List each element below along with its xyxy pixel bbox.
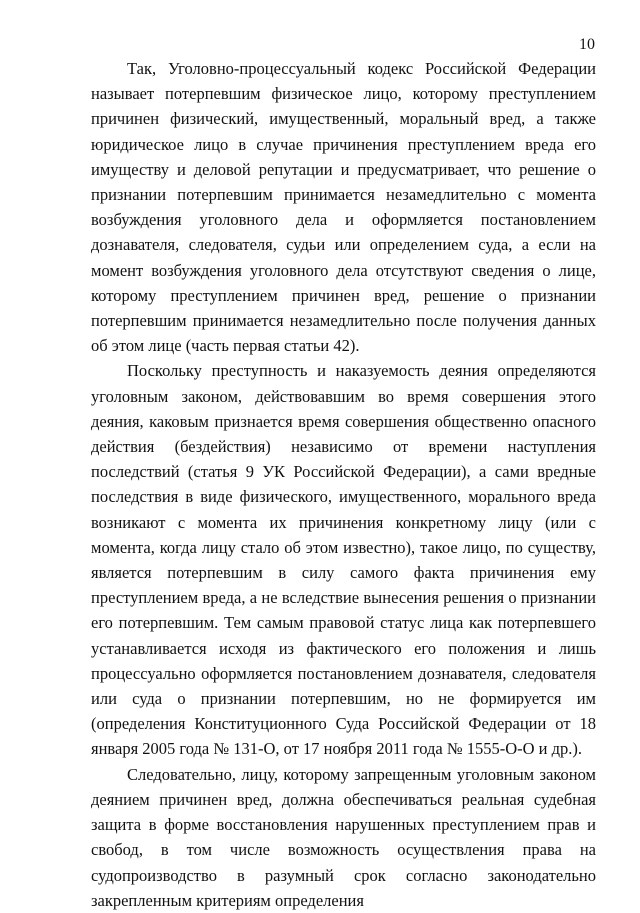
paragraph-2: Поскольку преступность и наказуемость деяния определяются уголовным законом, действовавшим во время совершения этого деяния, каковым признается время совершения общественно опасного действия (бездействия) независимо от времени наступления последствий (статья 9 УК Российской Федерации), а сами вредные последствия в виде физического, имущественного, морального вреда возникают с момента их причинения конкретному лицу (или с момента, когда лицу стало об этом известно), такое лицо, по существу, является потерпевшим в силу самого факта причинения ему преступлением вреда, а не вследствие вынесения решения о признании его потерпевшим. Тем самым правовой статус лица как потерпевшего устанавливается исходя из фактического его положения и лишь процессуально оформляется постановлением дознавателя, следователя или суда о признании потерпевшим, но не формируется им (определения Конституционного Суда Российской Федерации от 18 января 2005 года № 131-О, от 17 ноября 2011 года № 1555-О-О и др.). [91, 361, 596, 759]
paragraph-1: Так, Уголовно-процессуальный кодекс Российской Федерации называет потерпевшим физическое лицо, которому преступлением причинен физический, имущественный, моральный вред, а также юридическое лицо в случае причинения преступлением вреда его имуществу и деловой репутации и предусматривает, что решение о признании потерпевшим принимается незамедлительно с момента возбуждения уголовного дела и оформляется постановлением дознавателя, следователя, судьи или определением суда, а если на момент возбуждения уголовного дела отсутствуют сведения о лице, которому преступлением причинен вред, решение о признании потерпевшим принимается незамедлительно после получения данных об этом лице (часть первая статьи 42). [91, 59, 596, 356]
body-text [91, 56, 596, 913]
paragraph-3: Следовательно, лицу, которому запрещенным уголовным законом деянием причинен вред, должна обеспечиваться реальная судебная защита в форме восстановления нарушенных преступлением прав и свобод, в том числе возможность осуществления права на судопроизводство в разумный срок согласно законодательно закрепленным критериям определения [91, 764, 596, 910]
page-number: 10 [579, 36, 595, 53]
